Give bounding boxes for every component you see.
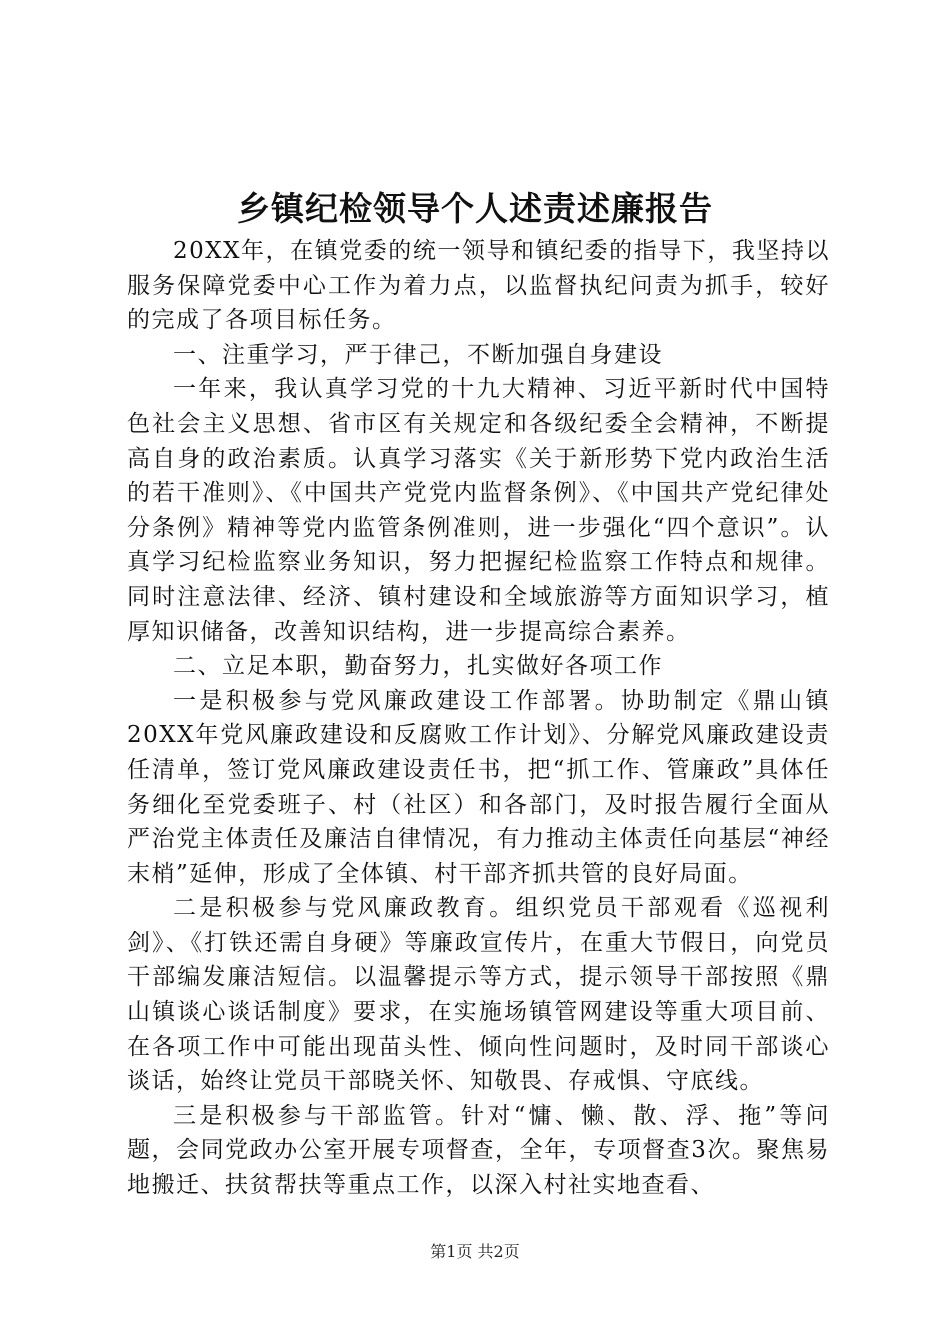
intro-paragraph: 20XX年，在镇党委的统一领导和镇纪委的指导下，我坚持以服务保障党委中心工作为着力点，以监督执纪问责为抓手，较好的完成了各项目标任务。 <box>127 238 830 334</box>
document-body <box>127 234 830 1203</box>
page-number-footer: 第1页 共2页 <box>430 1242 520 1261</box>
body-paragraph: 三是积极参与干部监管。针对“慵、懒、散、浮、拖”等问题，会同党政办公室开展专项督查，全年，专项督查3次。聚焦易地搬迁、扶贫帮扶等重点工作，以深入村社实地查看、 <box>127 1102 830 1199</box>
section-heading-1: 一、注重学习，严于律己，不断加强自身建设 <box>173 341 663 368</box>
body-paragraph: 一是积极参与党风廉政建设工作部署。协助制定《鼎山镇20XX年党风廉政建设和反腐败工作计划》、分解党风廉政建设责任清单，签订党风廉政建设责任书，把“抓工作、管廉政”具体任务细化至党委班子、村（社区）和各部门，及时报告履行全面从严治党主体责任及廉洁自律情况，有力推动主体责任向基层“神经末梢”延伸，形成了全体镇、村干部齐抓共管的良好局面。 <box>127 687 830 887</box>
section-heading-2: 二、立足本职，勤奋努力，扎实做好各项工作 <box>173 653 663 680</box>
body-paragraph: 一年来，我认真学习党的十九大精神、习近平新时代中国特色社会主义思想、省市区有关规定和各级纪委全会精神，不断提高自身的政治素质。认真学习落实《关于新形势下党内政治生活的若干准则》、《中国共产党党内监督条例》、《中国共产党纪律处分条例》精神等党内监管条例准则，进一步强化“四个意识”。认真学习纪检监察业务知识，努力把握纪检监察工作特点和规律。同时注意法律、经济、镇村建设和全域旅游等方面知识学习，植厚知识储备，改善知识结构，进一步提高综合素养。 <box>127 376 830 645</box>
document-title: 乡镇纪检领导个人述责述廉报告 <box>237 189 713 228</box>
body-paragraph: 二是积极参与党风廉政教育。组织党员干部观看《巡视利剑》、《打铁还需自身硬》等廉政宣传片，在重大节假日，向党员干部编发廉洁短信。以温馨提示等方式，提示领导干部按照《鼎山镇谈心谈话制度》要求，在实施场镇管网建设等重大项目前、在各项工作中可能出现苗头性、倾向性问题时，及时同干部谈心谈话，始终让党员干部晓关怀、知敬畏、存戒惧、守底线。 <box>127 895 830 1095</box>
